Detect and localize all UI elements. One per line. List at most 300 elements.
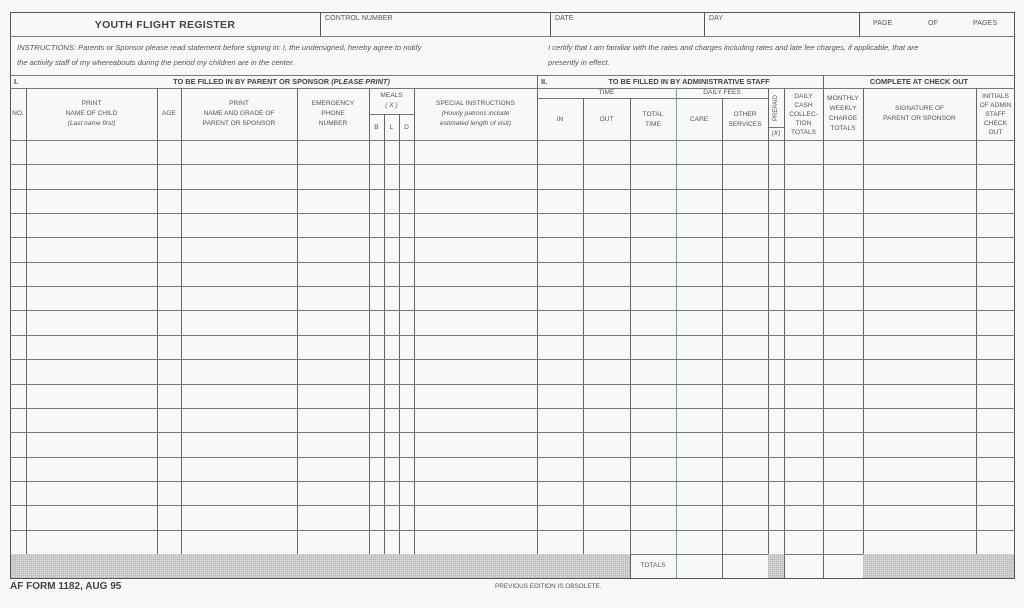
cell-time-out[interactable] — [584, 263, 630, 286]
cell-child-name[interactable] — [27, 336, 157, 359]
cell-special-instructions[interactable] — [415, 263, 537, 286]
meal-b-input[interactable] — [370, 433, 384, 457]
no-input[interactable] — [11, 385, 26, 408]
time-out-input[interactable] — [584, 506, 630, 530]
cell-meal-b[interactable] — [370, 409, 384, 432]
cell-meal-d[interactable] — [400, 336, 414, 359]
cell-prepaid[interactable] — [769, 506, 784, 530]
meal-d-input[interactable] — [400, 433, 414, 457]
cell-total-time[interactable] — [631, 409, 676, 432]
special-instructions-input[interactable] — [415, 141, 537, 164]
cell-daily-cash[interactable] — [785, 165, 823, 189]
age-input[interactable] — [158, 482, 181, 505]
cell-time-in[interactable] — [538, 214, 583, 237]
other-services-input[interactable] — [723, 190, 768, 213]
child-name-input[interactable] — [27, 506, 157, 530]
monthly-weekly-input[interactable] — [824, 287, 863, 310]
time-out-input[interactable] — [584, 165, 630, 189]
cell-age[interactable] — [158, 238, 181, 262]
cell-special-instructions[interactable] — [415, 287, 537, 310]
monthly-weekly-input[interactable] — [824, 336, 863, 359]
total-time-input[interactable] — [631, 287, 676, 310]
prepaid-input[interactable] — [769, 165, 784, 189]
cell-initials[interactable] — [977, 409, 1015, 432]
cell-other-services[interactable] — [723, 165, 768, 189]
cell-monthly-weekly[interactable] — [824, 360, 863, 384]
parent-name-input[interactable] — [182, 458, 297, 481]
emergency-phone-input[interactable] — [298, 311, 369, 335]
cell-meal-b[interactable] — [370, 531, 384, 554]
cell-prepaid[interactable] — [769, 141, 784, 164]
cell-parent-name[interactable] — [182, 238, 297, 262]
cell-special-instructions[interactable] — [415, 531, 537, 554]
parent-name-input[interactable] — [182, 238, 297, 262]
cell-emergency-phone[interactable] — [298, 311, 369, 335]
cell-signature[interactable] — [864, 263, 976, 286]
special-instructions-input[interactable] — [415, 482, 537, 505]
monthly-weekly-input[interactable] — [824, 433, 863, 457]
prepaid-input[interactable] — [769, 458, 784, 481]
child-name-input[interactable] — [27, 190, 157, 213]
cell-initials[interactable] — [977, 385, 1015, 408]
cell-monthly-weekly[interactable] — [824, 238, 863, 262]
meal-d-input[interactable] — [400, 263, 414, 286]
meal-d-input[interactable] — [400, 190, 414, 213]
cell-parent-name[interactable] — [182, 360, 297, 384]
age-input[interactable] — [158, 336, 181, 359]
meal-l-input[interactable] — [385, 311, 399, 335]
cell-signature[interactable] — [864, 360, 976, 384]
care-input[interactable] — [677, 214, 722, 237]
emergency-phone-input[interactable] — [298, 482, 369, 505]
care-input[interactable] — [677, 238, 722, 262]
daily-cash-input[interactable] — [785, 336, 823, 359]
cell-other-services[interactable] — [723, 482, 768, 505]
cell-meal-l[interactable] — [385, 360, 399, 384]
cell-signature[interactable] — [864, 409, 976, 432]
age-input[interactable] — [158, 165, 181, 189]
cell-no[interactable] — [11, 409, 26, 432]
meal-b-input[interactable] — [370, 141, 384, 164]
total-time-input[interactable] — [631, 238, 676, 262]
total-time-input[interactable] — [631, 385, 676, 408]
cell-special-instructions[interactable] — [415, 214, 537, 237]
cell-monthly-weekly[interactable] — [824, 409, 863, 432]
total-monthly-weekly-field[interactable] — [823, 554, 863, 578]
cell-time-out[interactable] — [584, 385, 630, 408]
time-in-input[interactable] — [538, 336, 583, 359]
cell-no[interactable] — [11, 287, 26, 310]
signature-input[interactable] — [864, 287, 976, 310]
cell-monthly-weekly[interactable] — [824, 482, 863, 505]
cell-special-instructions[interactable] — [415, 409, 537, 432]
monthly-weekly-input[interactable] — [824, 214, 863, 237]
initials-input[interactable] — [977, 458, 1015, 481]
cell-total-time[interactable] — [631, 385, 676, 408]
signature-input[interactable] — [864, 141, 976, 164]
cell-parent-name[interactable] — [182, 190, 297, 213]
cell-monthly-weekly[interactable] — [824, 141, 863, 164]
cell-age[interactable] — [158, 482, 181, 505]
cell-age[interactable] — [158, 409, 181, 432]
cell-monthly-weekly[interactable] — [824, 165, 863, 189]
cell-initials[interactable] — [977, 360, 1015, 384]
cell-age[interactable] — [158, 506, 181, 530]
time-out-input[interactable] — [584, 214, 630, 237]
cell-special-instructions[interactable] — [415, 238, 537, 262]
age-input[interactable] — [158, 214, 181, 237]
cell-meal-b[interactable] — [370, 238, 384, 262]
daily-cash-input[interactable] — [785, 482, 823, 505]
cell-prepaid[interactable] — [769, 360, 784, 384]
cell-signature[interactable] — [864, 531, 976, 554]
cell-special-instructions[interactable] — [415, 141, 537, 164]
cell-emergency-phone[interactable] — [298, 360, 369, 384]
cell-prepaid[interactable] — [769, 214, 784, 237]
prepaid-input[interactable] — [769, 336, 784, 359]
cell-daily-cash[interactable] — [785, 409, 823, 432]
cell-time-out[interactable] — [584, 141, 630, 164]
cell-meal-d[interactable] — [400, 141, 414, 164]
no-input[interactable] — [11, 141, 26, 164]
time-in-input[interactable] — [538, 360, 583, 384]
cell-time-in[interactable] — [538, 311, 583, 335]
cell-other-services[interactable] — [723, 263, 768, 286]
cell-age[interactable] — [158, 433, 181, 457]
cell-prepaid[interactable] — [769, 287, 784, 310]
cell-initials[interactable] — [977, 190, 1015, 213]
signature-input[interactable] — [864, 458, 976, 481]
cell-time-in[interactable] — [538, 238, 583, 262]
child-name-input[interactable] — [27, 263, 157, 286]
care-input[interactable] — [677, 263, 722, 286]
cell-age[interactable] — [158, 531, 181, 554]
age-input[interactable] — [158, 458, 181, 481]
emergency-phone-input[interactable] — [298, 165, 369, 189]
cell-meal-l[interactable] — [385, 214, 399, 237]
cell-signature[interactable] — [864, 458, 976, 481]
cell-time-in[interactable] — [538, 531, 583, 554]
cell-meal-l[interactable] — [385, 506, 399, 530]
emergency-phone-input[interactable] — [298, 336, 369, 359]
cell-meal-l[interactable] — [385, 263, 399, 286]
cell-no[interactable] — [11, 506, 26, 530]
cell-emergency-phone[interactable] — [298, 287, 369, 310]
cell-time-in[interactable] — [538, 385, 583, 408]
cell-child-name[interactable] — [27, 385, 157, 408]
cell-other-services[interactable] — [723, 287, 768, 310]
meal-l-input[interactable] — [385, 482, 399, 505]
cell-time-out[interactable] — [584, 190, 630, 213]
daily-cash-input[interactable] — [785, 287, 823, 310]
initials-input[interactable] — [977, 433, 1015, 457]
cell-child-name[interactable] — [27, 360, 157, 384]
special-instructions-input[interactable] — [415, 214, 537, 237]
cell-meal-b[interactable] — [370, 482, 384, 505]
cell-no[interactable] — [11, 190, 26, 213]
cell-other-services[interactable] — [723, 360, 768, 384]
control-number-field[interactable] — [321, 12, 551, 37]
prepaid-input[interactable] — [769, 385, 784, 408]
no-input[interactable] — [11, 482, 26, 505]
day-field[interactable] — [705, 12, 860, 37]
initials-input[interactable] — [977, 409, 1015, 432]
special-instructions-input[interactable] — [415, 311, 537, 335]
parent-name-input[interactable] — [182, 336, 297, 359]
cell-daily-cash[interactable] — [785, 214, 823, 237]
meal-d-input[interactable] — [400, 311, 414, 335]
age-input[interactable] — [158, 287, 181, 310]
cell-meal-d[interactable] — [400, 165, 414, 189]
cell-emergency-phone[interactable] — [298, 165, 369, 189]
monthly-weekly-input[interactable] — [824, 360, 863, 384]
no-input[interactable] — [11, 263, 26, 286]
parent-name-input[interactable] — [182, 360, 297, 384]
special-instructions-input[interactable] — [415, 458, 537, 481]
no-input[interactable] — [11, 433, 26, 457]
total-time-input[interactable] — [631, 311, 676, 335]
cell-emergency-phone[interactable] — [298, 214, 369, 237]
meal-b-input[interactable] — [370, 238, 384, 262]
cell-time-in[interactable] — [538, 433, 583, 457]
cell-total-time[interactable] — [631, 287, 676, 310]
time-out-input[interactable] — [584, 238, 630, 262]
cell-age[interactable] — [158, 287, 181, 310]
meal-b-input[interactable] — [370, 482, 384, 505]
time-out-input[interactable] — [584, 190, 630, 213]
emergency-phone-input[interactable] — [298, 409, 369, 432]
monthly-weekly-input[interactable] — [824, 141, 863, 164]
cell-special-instructions[interactable] — [415, 482, 537, 505]
cell-special-instructions[interactable] — [415, 360, 537, 384]
parent-name-input[interactable] — [182, 287, 297, 310]
parent-name-input[interactable] — [182, 482, 297, 505]
time-in-input[interactable] — [538, 287, 583, 310]
other-services-input[interactable] — [723, 385, 768, 408]
cell-emergency-phone[interactable] — [298, 141, 369, 164]
monthly-weekly-input[interactable] — [824, 506, 863, 530]
cell-emergency-phone[interactable] — [298, 190, 369, 213]
cell-meal-l[interactable] — [385, 190, 399, 213]
monthly-weekly-input[interactable] — [824, 311, 863, 335]
cell-other-services[interactable] — [723, 141, 768, 164]
cell-prepaid[interactable] — [769, 238, 784, 262]
prepaid-input[interactable] — [769, 409, 784, 432]
signature-input[interactable] — [864, 311, 976, 335]
total-time-input[interactable] — [631, 263, 676, 286]
cell-care[interactable] — [677, 214, 722, 237]
meal-d-input[interactable] — [400, 385, 414, 408]
cell-no[interactable] — [11, 385, 26, 408]
cell-monthly-weekly[interactable] — [824, 190, 863, 213]
special-instructions-input[interactable] — [415, 165, 537, 189]
care-input[interactable] — [677, 409, 722, 432]
emergency-phone-input[interactable] — [298, 433, 369, 457]
no-input[interactable] — [11, 409, 26, 432]
other-services-input[interactable] — [723, 360, 768, 384]
child-name-input[interactable] — [27, 165, 157, 189]
total-time-input[interactable] — [631, 360, 676, 384]
monthly-weekly-input[interactable] — [824, 482, 863, 505]
cell-meal-l[interactable] — [385, 433, 399, 457]
cell-care[interactable] — [677, 287, 722, 310]
time-in-input[interactable] — [538, 141, 583, 164]
care-input[interactable] — [677, 531, 722, 554]
cell-time-out[interactable] — [584, 531, 630, 554]
time-out-input[interactable] — [584, 409, 630, 432]
cell-initials[interactable] — [977, 336, 1015, 359]
cell-daily-cash[interactable] — [785, 141, 823, 164]
child-name-input[interactable] — [27, 531, 157, 554]
meal-d-input[interactable] — [400, 506, 414, 530]
child-name-input[interactable] — [27, 238, 157, 262]
cell-child-name[interactable] — [27, 287, 157, 310]
initials-input[interactable] — [977, 287, 1015, 310]
prepaid-input[interactable] — [769, 531, 784, 554]
cell-meal-b[interactable] — [370, 287, 384, 310]
cell-care[interactable] — [677, 360, 722, 384]
cell-signature[interactable] — [864, 165, 976, 189]
cell-total-time[interactable] — [631, 311, 676, 335]
special-instructions-input[interactable] — [415, 287, 537, 310]
cell-time-in[interactable] — [538, 287, 583, 310]
cell-care[interactable] — [677, 385, 722, 408]
signature-input[interactable] — [864, 165, 976, 189]
parent-name-input[interactable] — [182, 165, 297, 189]
cell-time-in[interactable] — [538, 458, 583, 481]
cell-daily-cash[interactable] — [785, 311, 823, 335]
cell-parent-name[interactable] — [182, 458, 297, 481]
cell-total-time[interactable] — [631, 190, 676, 213]
cell-emergency-phone[interactable] — [298, 458, 369, 481]
cell-child-name[interactable] — [27, 311, 157, 335]
initials-input[interactable] — [977, 214, 1015, 237]
cell-time-in[interactable] — [538, 360, 583, 384]
meal-b-input[interactable] — [370, 287, 384, 310]
cell-parent-name[interactable] — [182, 311, 297, 335]
cell-total-time[interactable] — [631, 360, 676, 384]
meal-d-input[interactable] — [400, 141, 414, 164]
cell-initials[interactable] — [977, 458, 1015, 481]
cell-emergency-phone[interactable] — [298, 531, 369, 554]
daily-cash-input[interactable] — [785, 531, 823, 554]
meal-l-input[interactable] — [385, 458, 399, 481]
total-time-input[interactable] — [631, 433, 676, 457]
cell-meal-b[interactable] — [370, 360, 384, 384]
cell-age[interactable] — [158, 360, 181, 384]
signature-input[interactable] — [864, 360, 976, 384]
cell-meal-b[interactable] — [370, 336, 384, 359]
meal-d-input[interactable] — [400, 336, 414, 359]
parent-name-input[interactable] — [182, 263, 297, 286]
cell-daily-cash[interactable] — [785, 458, 823, 481]
cell-meal-l[interactable] — [385, 165, 399, 189]
cell-parent-name[interactable] — [182, 165, 297, 189]
initials-input[interactable] — [977, 360, 1015, 384]
meal-l-input[interactable] — [385, 385, 399, 408]
no-input[interactable] — [11, 531, 26, 554]
cell-parent-name[interactable] — [182, 531, 297, 554]
cell-total-time[interactable] — [631, 141, 676, 164]
cell-signature[interactable] — [864, 311, 976, 335]
other-services-input[interactable] — [723, 482, 768, 505]
cell-meal-l[interactable] — [385, 385, 399, 408]
cell-meal-d[interactable] — [400, 385, 414, 408]
cell-monthly-weekly[interactable] — [824, 458, 863, 481]
cell-meal-l[interactable] — [385, 482, 399, 505]
cell-special-instructions[interactable] — [415, 165, 537, 189]
cell-total-time[interactable] — [631, 531, 676, 554]
cell-special-instructions[interactable] — [415, 311, 537, 335]
age-input[interactable] — [158, 360, 181, 384]
daily-cash-input[interactable] — [785, 385, 823, 408]
cell-meal-b[interactable] — [370, 190, 384, 213]
cell-meal-d[interactable] — [400, 458, 414, 481]
cell-no[interactable] — [11, 458, 26, 481]
cell-initials[interactable] — [977, 214, 1015, 237]
cell-initials[interactable] — [977, 165, 1015, 189]
cell-time-out[interactable] — [584, 458, 630, 481]
other-services-input[interactable] — [723, 311, 768, 335]
cell-monthly-weekly[interactable] — [824, 433, 863, 457]
prepaid-input[interactable] — [769, 141, 784, 164]
cell-signature[interactable] — [864, 385, 976, 408]
total-time-input[interactable] — [631, 458, 676, 481]
initials-input[interactable] — [977, 238, 1015, 262]
cell-total-time[interactable] — [631, 433, 676, 457]
age-input[interactable] — [158, 238, 181, 262]
cell-special-instructions[interactable] — [415, 433, 537, 457]
signature-input[interactable] — [864, 263, 976, 286]
cell-child-name[interactable] — [27, 190, 157, 213]
time-in-input[interactable] — [538, 409, 583, 432]
age-input[interactable] — [158, 141, 181, 164]
meal-b-input[interactable] — [370, 336, 384, 359]
cell-time-out[interactable] — [584, 482, 630, 505]
cell-care[interactable] — [677, 141, 722, 164]
cell-initials[interactable] — [977, 141, 1015, 164]
cell-meal-d[interactable] — [400, 190, 414, 213]
meal-l-input[interactable] — [385, 141, 399, 164]
cell-parent-name[interactable] — [182, 214, 297, 237]
cell-care[interactable] — [677, 458, 722, 481]
cell-age[interactable] — [158, 458, 181, 481]
care-input[interactable] — [677, 311, 722, 335]
cell-care[interactable] — [677, 336, 722, 359]
meal-b-input[interactable] — [370, 531, 384, 554]
other-services-input[interactable] — [723, 238, 768, 262]
meal-d-input[interactable] — [400, 360, 414, 384]
emergency-phone-input[interactable] — [298, 238, 369, 262]
daily-cash-input[interactable] — [785, 263, 823, 286]
initials-input[interactable] — [977, 385, 1015, 408]
prepaid-input[interactable] — [769, 214, 784, 237]
prepaid-input[interactable] — [769, 506, 784, 530]
cell-prepaid[interactable] — [769, 531, 784, 554]
emergency-phone-input[interactable] — [298, 458, 369, 481]
age-input[interactable] — [158, 409, 181, 432]
emergency-phone-input[interactable] — [298, 287, 369, 310]
cell-monthly-weekly[interactable] — [824, 531, 863, 554]
meal-b-input[interactable] — [370, 385, 384, 408]
parent-name-input[interactable] — [182, 311, 297, 335]
cell-time-in[interactable] — [538, 190, 583, 213]
care-input[interactable] — [677, 336, 722, 359]
no-input[interactable] — [11, 214, 26, 237]
cell-total-time[interactable] — [631, 263, 676, 286]
cell-time-out[interactable] — [584, 238, 630, 262]
cell-child-name[interactable] — [27, 506, 157, 530]
